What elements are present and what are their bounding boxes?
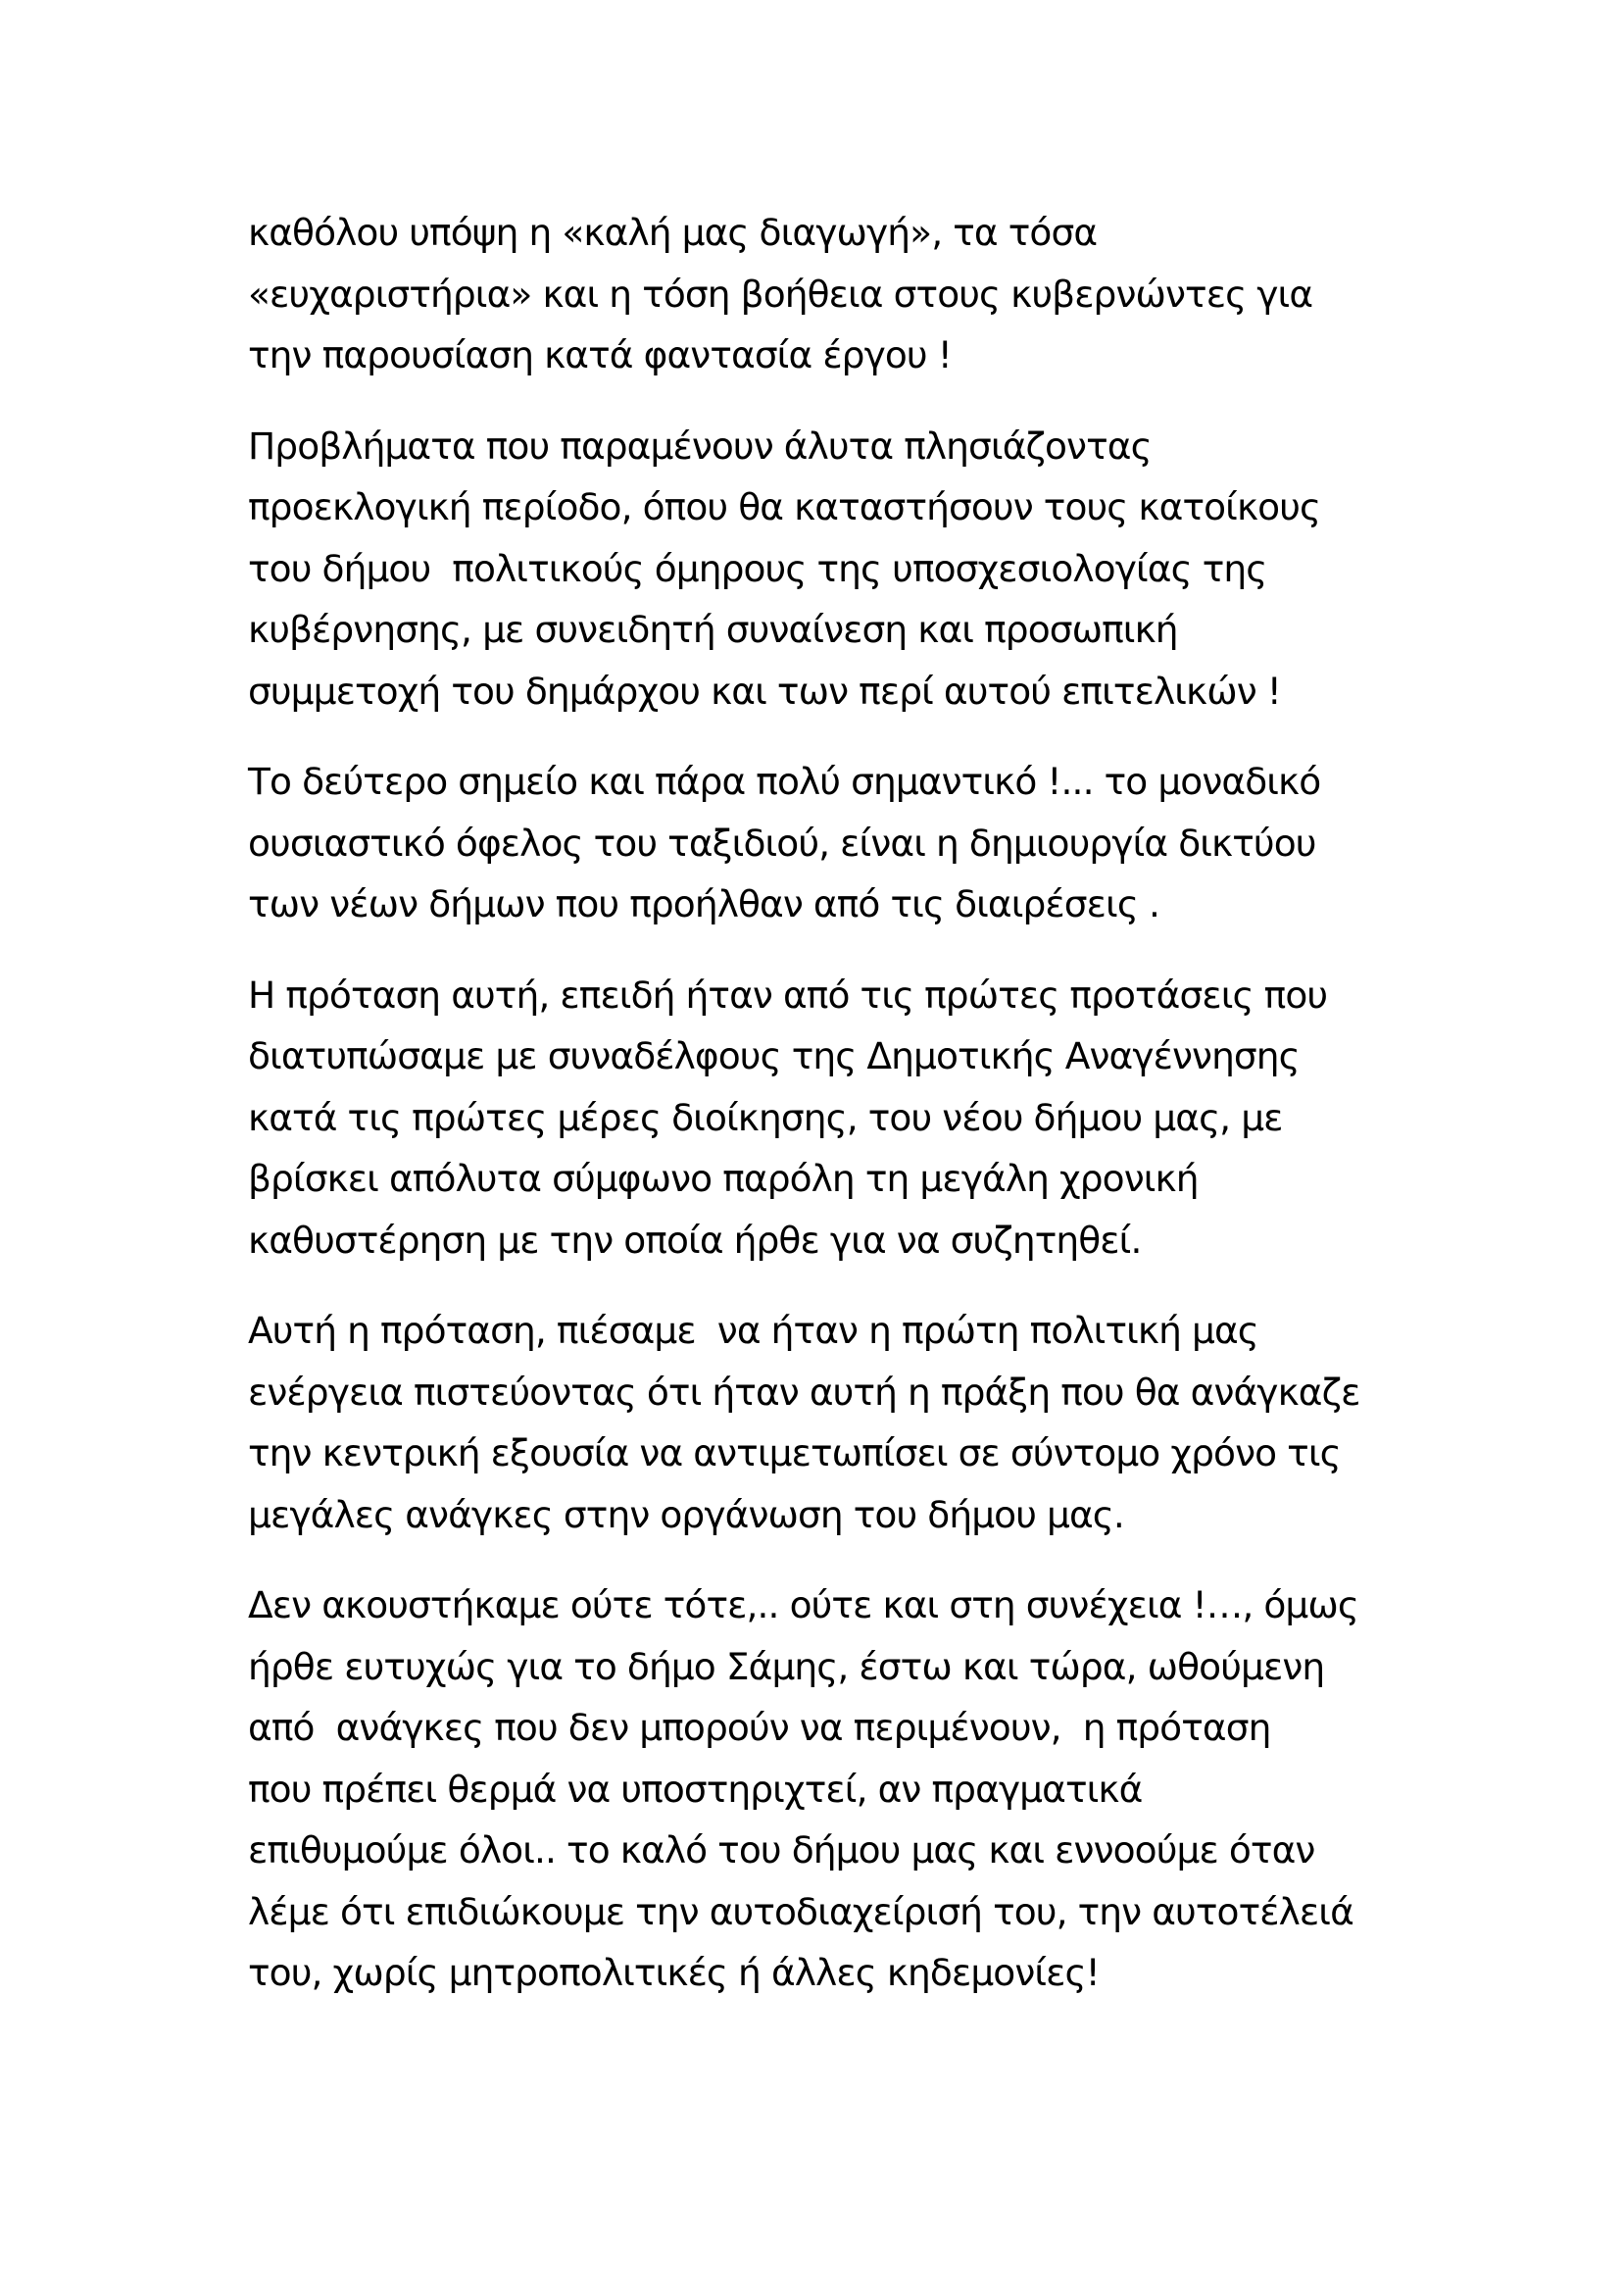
paragraph-3 [248,751,1404,935]
document-body [248,202,1404,2033]
text-line: κυβέρνησης, με συνειδητή συναίνεση και προσωπική [248,608,1178,651]
text-line: την παρουσίαση κατά φαντασία έργου ! [248,333,952,376]
text-line: την κεντρική εξουσία να αντιμετωπίσει σε σύντομο χρόνο τις [248,1431,1341,1474]
paragraph-4 [248,965,1404,1272]
text-line: ουσιαστικό όφελος του ταξιδιού, είναι η δημιουργία δικτύου [248,821,1316,865]
paragraph-5 [248,1300,1404,1545]
text-line: ήρθε ευτυχώς για το δήμο Σάμης, έστω και τώρα, ωθούμενη [248,1644,1325,1688]
text-line: καθυστέρηση με την οποία ήρθε για να συζητηθεί. [248,1218,1142,1262]
text-line: διατυπώσαμε με συναδέλφους της Δημοτικής Αναγέννησης [248,1034,1300,1077]
text-line: του, χωρίς μητροπολιτικές ή άλλες κηδεμονίες! [248,1951,1100,1994]
text-line: Αυτή η πρόταση, πιέσαμε να ήταν η πρώτη πολιτική μας [248,1309,1258,1352]
text-line: βρίσκει απόλυτα σύμφωνο παρόλη τη μεγάλη χρονική [248,1157,1199,1200]
text-line: κατά τις πρώτες μέρες διοίκησης, του νέου δήμου μας, με [248,1095,1283,1139]
text-line: των νέων δήμων που προήλθαν από τις διαιρέσεις . [248,882,1159,925]
paragraph-2 [248,416,1404,723]
text-line: καθόλου υπόψη η «καλή μας διαγωγή», τα τόσα [248,211,1098,254]
text-line: επιθυμούμε όλοι.. το καλό του δήμου μας και εννοούμε όταν [248,1828,1315,1872]
text-line: μεγάλες ανάγκες στην οργάνωση του δήμου μας. [248,1492,1124,1536]
text-line: ενέργεια πιστεύοντας ότι ήταν αυτή η πράξη που θα ανάγκαζε [248,1370,1360,1414]
text-line: συμμετοχή του δημάρχου και των περί αυτού επιτελικών ! [248,669,1281,713]
text-line: Δεν ακουστήκαμε ούτε τότε,.. ούτε και στη συνέχεια !…, όμως [248,1583,1358,1626]
paragraph-1 [248,202,1404,386]
paragraph-6 [248,1574,1404,2004]
text-line: Προβλήματα που παραμένουν άλυτα πλησιάζοντας [248,424,1152,468]
text-line: λέμε ότι επιδιώκουμε την αυτοδιαχείρισή του, την αυτοτέλειά [248,1889,1353,1933]
text-line: που πρέπει θερμά να υποστηριχτεί, αν πραγματικά [248,1767,1143,1811]
text-line: «ευχαριστήρια» και η τόση βοήθεια στους κυβερνώντες για [248,272,1313,316]
text-line: προεκλογική περίοδο, όπου θα καταστήσουν τους κατοίκους [248,485,1321,528]
text-line: του δήμου πολιτικούς όμηρους της υποσχεσιολογίας της [248,546,1267,590]
text-line: από ανάγκες που δεν μπορούν να περιμένουν, η πρόταση [248,1706,1271,1749]
text-line: Το δεύτερο σημείο και πάρα πολύ σημαντικό !... το μοναδικό [248,760,1321,803]
text-line: Η πρόταση αυτή, επειδή ήταν από τις πρώτες προτάσεις που [248,973,1328,1017]
